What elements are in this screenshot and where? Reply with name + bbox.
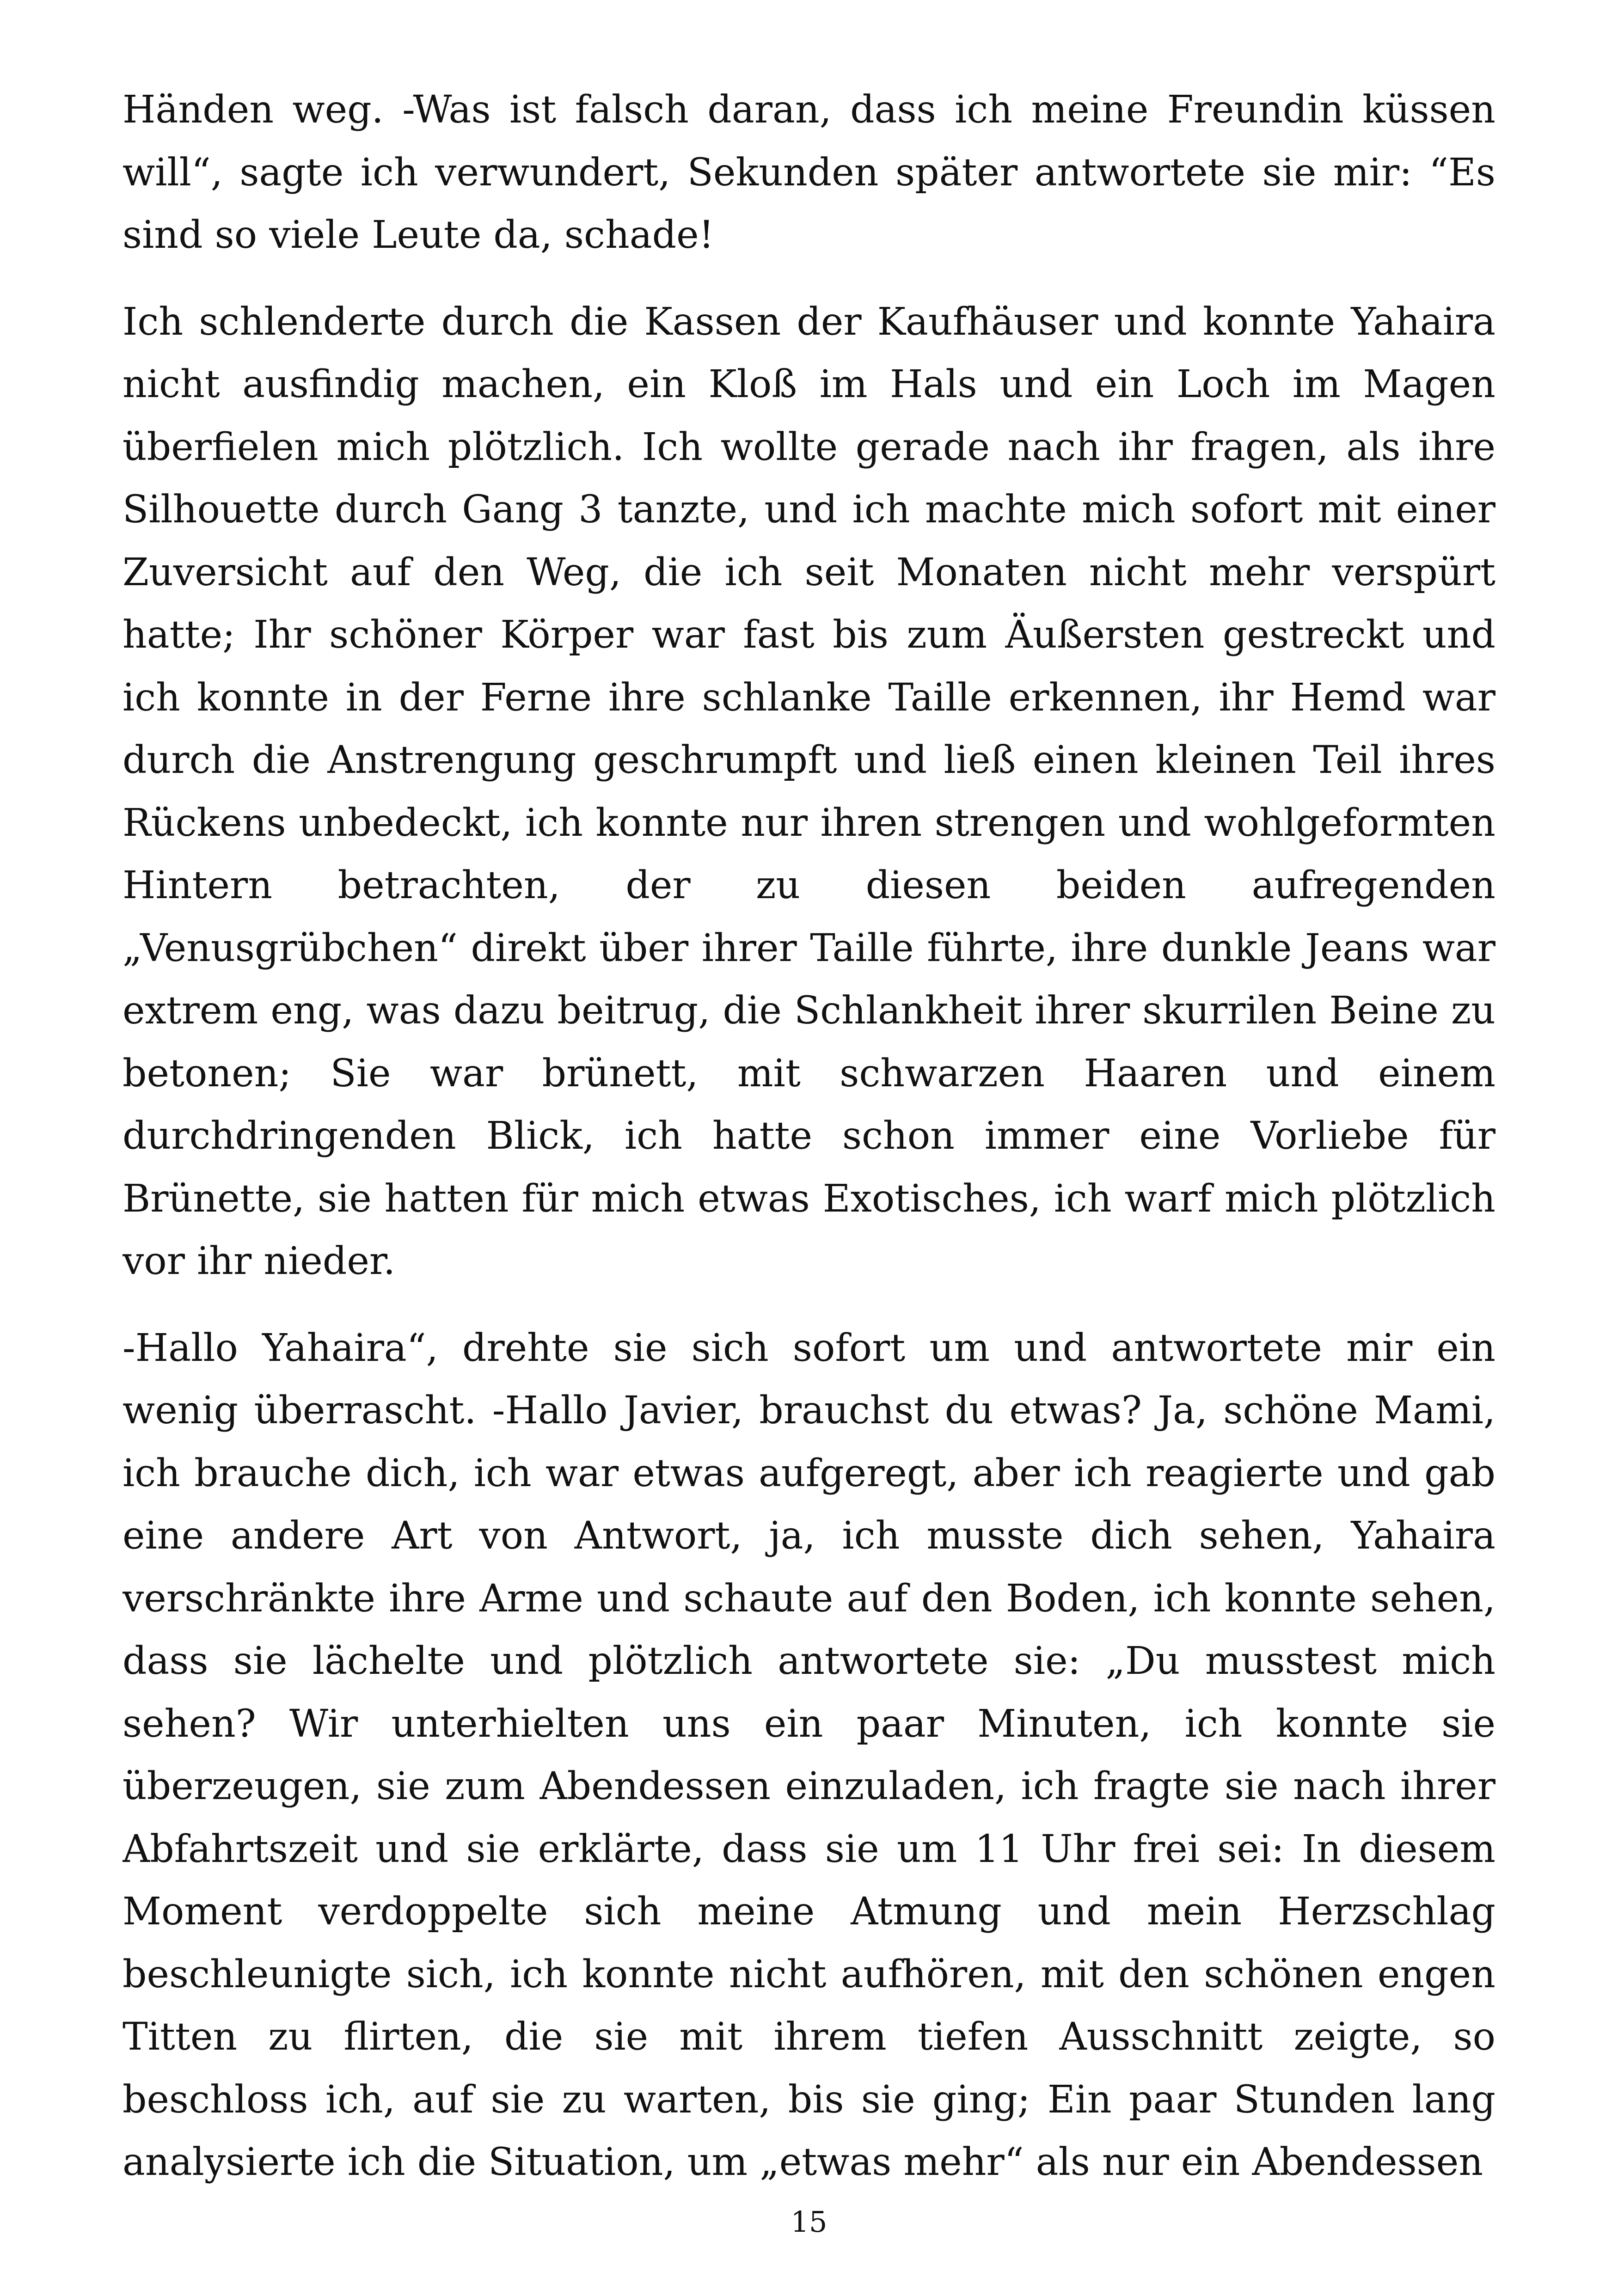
page-body xyxy=(123,79,1495,2205)
paragraph-2: Ich schlenderte durch die Kassen der Kaufhäuser und konnte Yahaira nicht ausfindig machen, ein Kloß im Hals und ein Loch im Magen überfielen mich plötzlich. Ich wollte gerade nach ihr fragen, als ihre Silhouette durch Gang 3 tanzte, und ich machte mich sofort mit einer Zuversicht auf den Weg, die ich seit Monaten nicht mehr verspürt hatte; Ihr schöner Körper war fast bis zum Äußersten gestreckt und ich konnte in der Ferne ihre schlanke Taille erkennen, ihr Hemd war durch die Anstrengung geschrumpft und ließ einen kleinen Teil ihres Rückens unbedeckt, ich konnte nur ihren strengen und wohlgeformten Hintern betrachten, der zu diesen beiden aufregenden „Venusgrübchen“ direkt über ihrer Taille führte, ihre dunkle Jeans war extrem eng, was dazu beitrug, die Schlankheit ihrer skurrilen Beine zu betonen; Sie war brünett, mit schwarzen Haaren und einem durchdringenden Blick, ich hatte schon immer eine Vorliebe für Brünette, sie hatten für mich etwas Exotisches, ich warf mich plötzlich vor ihr nieder. xyxy=(123,300,1495,1283)
paragraph-3: -Hallo Yahaira“, drehte sie sich sofort um und antwortete mir ein wenig überrascht. -Hallo Javier, brauchst du etwas? Ja, schöne Mami, ich brauche dich, ich war etwas aufgeregt, aber ich reagierte und gab eine andere Art von Antwort, ja, ich musste dich sehen, Yahaira verschränkte ihre Arme und schaute auf den Boden, ich konnte sehen, dass sie lächelte und plötzlich antwortete sie: „Du musstest mich sehen? Wir unterhielten uns ein paar Minuten, ich konnte sie überzeugen, sie zum Abendessen einzuladen, ich fragte sie nach ihrer Abfahrtszeit und sie erklärte, dass sie um 11 Uhr frei sei: In diesem Moment verdoppelte sich meine Atmung und mein Herzschlag beschleunigte sich, ich konnte nicht aufhören, mit den schönen engen Titten zu flirten, die sie mit ihrem tiefen Ausschnitt zeigte, so beschloss ich, auf sie zu warten, bis sie ging; Ein paar Stunden lang analysierte ich die Situation, um „etwas mehr“ als nur ein Abendessen xyxy=(123,1326,1495,2184)
page-number: 15 xyxy=(791,2205,827,2239)
paragraph-1: Händen weg. -Was ist falsch daran, dass ich meine Freundin küssen will“, sagte ich verwundert, Sekunden später antwortete sie mir: “Es sind so viele Leute da, schade! xyxy=(123,88,1495,257)
